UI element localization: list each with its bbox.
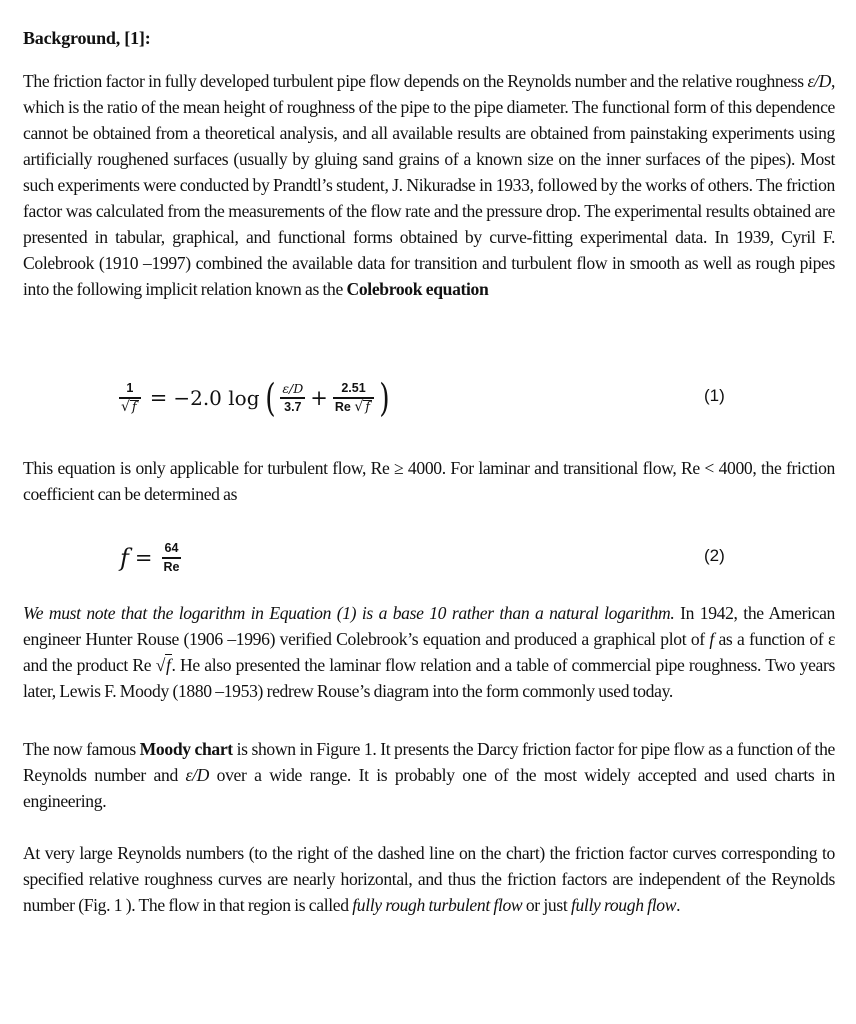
text: The now famous <box>23 739 140 759</box>
laminar-fraction <box>162 541 182 574</box>
left-paren: ( <box>264 376 276 420</box>
radical-icon: √ <box>121 398 130 415</box>
friction-factor-symbol: f <box>120 544 129 572</box>
radicand: f <box>365 399 371 415</box>
plus-sign: + <box>310 386 328 410</box>
reynolds-symbol: Re <box>334 399 351 414</box>
denominator <box>119 400 141 415</box>
equation-body <box>116 368 392 428</box>
sqrt <box>354 400 372 415</box>
text: , which is the ratio of the mean height of roughness of the pipe to the pipe diameter. The functional form of this dependence cannot be obtained from a theoretical analysis, and all available results are obtained from painstaking experiments using artificially roughened surfaces (usually by gluing sand grains of a known size on the inner surfaces of the pipes). Most such experiments were conducted by Prandtl’s student, J. Nikuradse in 1933, followed by the works of others. The friction factor was calculated from the measurements of the flow rate and the pressure drop. The experimental results obtained are presented in tabular, graphical, and functional forms obtained by curve-fitting experimental data. In 1939, Cyril F. Colebrook (1910 –1997) combined the available data for transition and turbulent flow in smooth as well as rough pipes into the following implicit relation known as the <box>23 71 835 299</box>
friction-factor-symbol: f <box>709 629 714 649</box>
section-heading: Background, [1]: <box>23 28 151 48</box>
paragraph-intro <box>23 68 835 302</box>
sqrt <box>121 400 139 415</box>
denominator <box>333 400 374 415</box>
relative-roughness-symbol: ε/D <box>185 765 210 785</box>
moody-chart-term: Moody chart <box>139 739 233 759</box>
equation-laminar <box>23 528 835 588</box>
radicand: f <box>131 399 137 415</box>
term2-fraction <box>333 381 374 414</box>
text: At very large Reynolds numbers (to the right of the dashed line on the chart) the friction factor curves corresponding to specified relative roughness curves are nearly horizontal, and thus the friction factors are independent of the Reynolds number (Fig. 1 ). The flow in that region is called <box>23 843 835 915</box>
fraction-bar <box>162 557 182 558</box>
radical-icon: √ <box>354 398 364 415</box>
text: . <box>676 895 681 915</box>
text: over a wide range. It is probably one of the most widely accepted and used charts in engineering. <box>23 765 836 811</box>
text: The friction factor in fully developed turbulent pipe flow depends on the Reynolds number and the relative roughness <box>23 71 808 91</box>
equals-sign: = <box>134 546 153 570</box>
relative-roughness-symbol: ε/D <box>807 71 831 91</box>
term1-fraction <box>280 381 305 414</box>
radicand: f <box>166 655 171 675</box>
numerator: 64 <box>164 541 179 556</box>
right-paren: ) <box>379 376 390 420</box>
text: . He also presented the laminar flow relation and a table of commercial pipe roughness. Two years later, Lewis F. Moody (1880 –1953) redrew Rouse’s diagram into the form commonly used today. <box>23 655 835 701</box>
denominator: Re <box>163 559 180 574</box>
radical-icon: √ <box>155 655 165 675</box>
numerator: 1 <box>126 381 134 396</box>
text: or just <box>522 895 571 915</box>
lhs-fraction <box>119 381 141 414</box>
equation-body <box>120 528 184 588</box>
equation-number: (2) <box>704 546 725 565</box>
paragraph-history <box>23 600 835 704</box>
numerator: 2.51 <box>341 381 366 396</box>
fully-rough-flow-term: fully rough flow <box>570 895 677 915</box>
text: is shown in Figure 1. It presents the Darcy friction factor for pipe flow as a function of the Reynolds number and <box>23 739 835 785</box>
colebrook-term: Colebrook equation <box>346 279 489 299</box>
paragraph-moody-chart <box>23 736 835 814</box>
equation-colebrook <box>23 368 835 428</box>
equals-sign: = <box>149 386 168 410</box>
sqrt-f <box>156 652 172 678</box>
log-base-note: We must note that the logarithm in Equation (1) is a base 10 rather than a natural logarithm. <box>23 603 675 623</box>
paragraph-fully-rough <box>23 840 835 918</box>
fully-rough-turbulent-term: fully rough turbulent flow <box>352 895 523 915</box>
text: In 1942, the American engineer Hunter Rouse (1906 –1996) verified Colebrook’s equation and produced a graphical plot of <box>23 603 835 649</box>
paragraph-applicability: This equation is only applicable for turbulent flow, Re ≥ 4000. For laminar and transitional flow, Re < 4000, the friction coefficient can be determined as <box>23 458 835 504</box>
fraction-bar <box>280 397 305 398</box>
text: as a function of ε and the product Re <box>23 629 835 675</box>
coefficient-log: −2.0 log <box>173 386 260 410</box>
equation-number: (1) <box>704 386 725 405</box>
denominator: 3.7 <box>284 399 302 414</box>
numerator: ε/D <box>282 381 304 397</box>
